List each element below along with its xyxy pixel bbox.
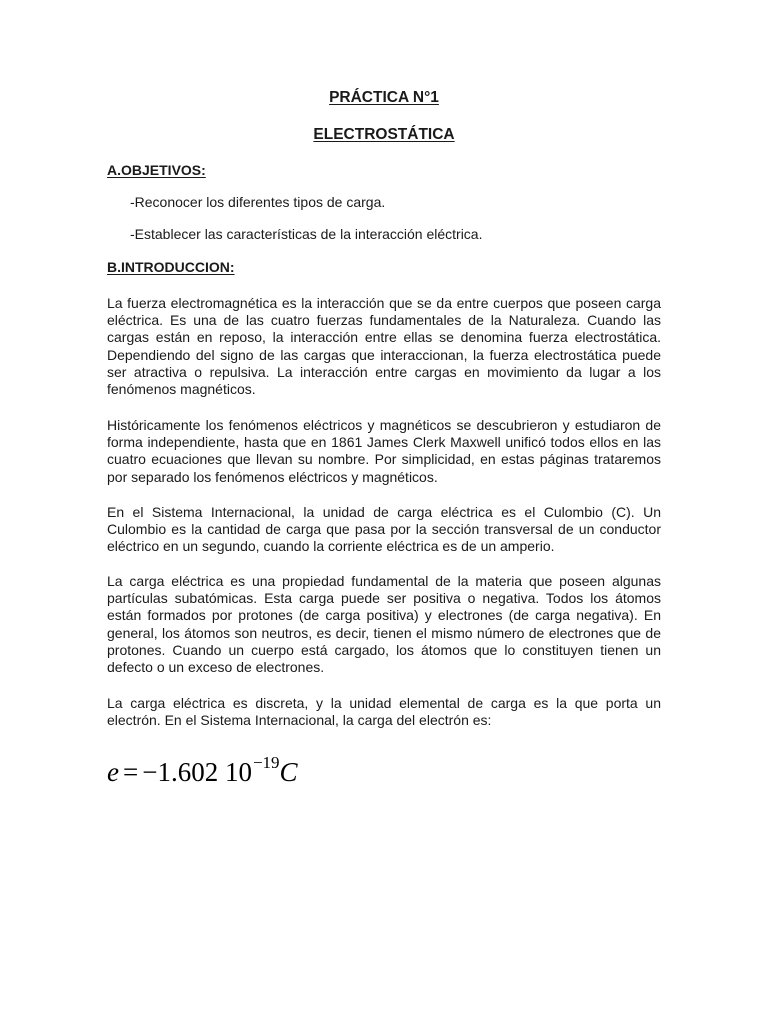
page-subtitle: ELECTROSTÁTICA xyxy=(313,126,455,143)
intro-paragraph: La carga eléctrica es discreta, y la unidad elemental de carga es la que porta un electrón. En el Sistema Internacional, la carga del electrón es: xyxy=(107,695,661,729)
equation-value: −1.602 xyxy=(142,757,219,787)
objective-item: -Reconocer los diferentes tipos de carga. xyxy=(130,194,386,210)
objective-item: -Establecer las características de la interacción eléctrica. xyxy=(130,226,483,242)
equation-equals: = xyxy=(122,757,139,787)
intro-paragraph: Históricamente los fenómenos eléctricos y magnéticos se descubrieron y estudiaron de forma independiente, hasta que en 1861 James Clerk Maxwell unificó todos ellos en las cuatro ecuaciones que llevan su nombre. Por simplicidad, en estas páginas trataremos por separado los fenómenos eléctricos y magnéticos. xyxy=(107,417,661,485)
equation-base: 10 xyxy=(224,757,252,787)
equation-variable: e xyxy=(107,757,119,787)
section-a-heading: A.OBJETIVOS: xyxy=(107,162,206,178)
section-b-heading: B.INTRODUCCION: xyxy=(107,259,235,275)
intro-paragraph: En el Sistema Internacional, la unidad de carga eléctrica es el Culombio (C). Un Culombio es la cantidad de carga que pasa por la sección transversal de un conductor eléctrico en un segundo, cuando la corriente eléctrica es de un amperio. xyxy=(107,504,661,555)
page-title: PRÁCTICA N°1 xyxy=(329,89,439,106)
electron-charge-equation xyxy=(107,753,298,788)
intro-paragraph: La carga eléctrica es una propiedad fundamental de la materia que poseen algunas partículas subatómicas. Esta carga puede ser positiva o negativa. Todos los átomos están formados por protones (de carga positiva) y electrones (de carga negativa). En general, los átomos son neutros, es decir, tienen el mismo número de electrones que de protones. Cuando un cuerpo está cargado, los átomos que lo constituyen tienen un defecto o un exceso de electrones. xyxy=(107,573,661,676)
intro-paragraph: La fuerza electromagnética es la interacción que se da entre cuerpos que poseen carga eléctrica. Es una de las cuatro fuerzas fundamentales de la Naturaleza. Cuando las cargas están en reposo, la interacción entre ellas se denomina fuerza electrostática. Dependiendo del signo de las cargas que interaccionan, la fuerza electrostática puede ser atractiva o repulsiva. La interacción entre cargas en movimiento da lugar a los fenómenos magnéticos. xyxy=(107,295,661,398)
equation-exponent: −19 xyxy=(252,753,280,772)
equation-unit: C xyxy=(279,757,298,787)
